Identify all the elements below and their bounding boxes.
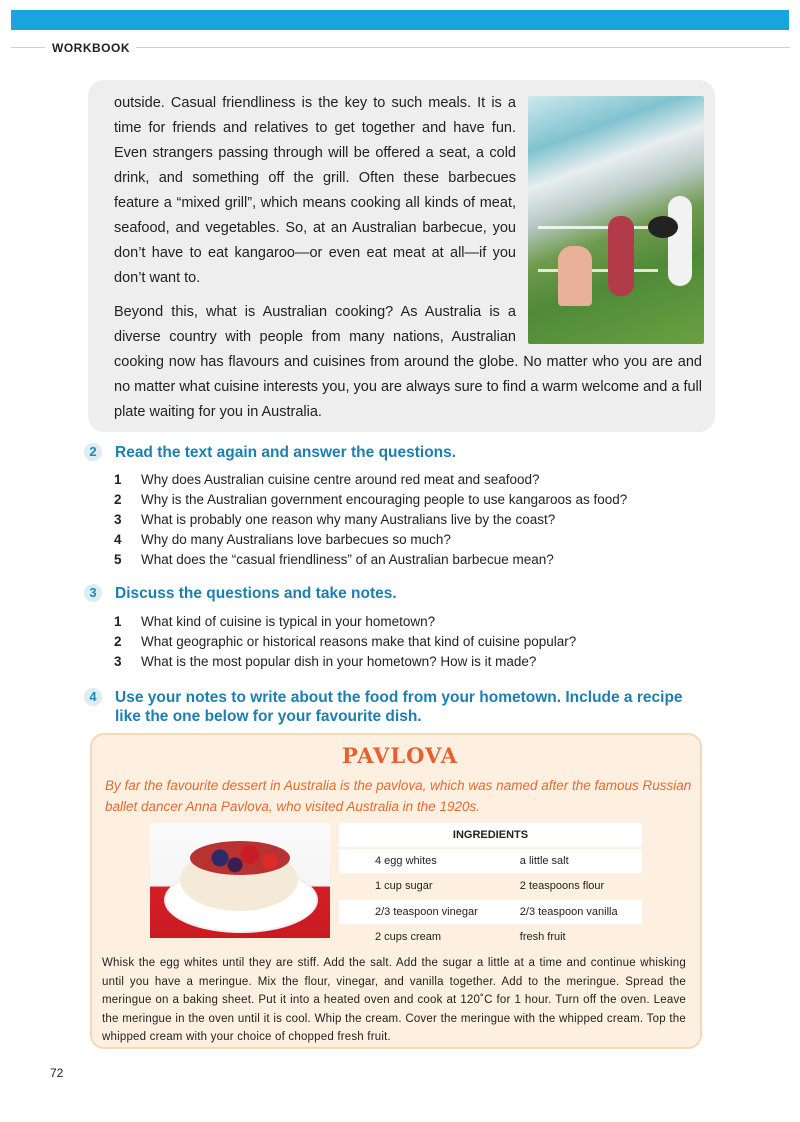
reading-paragraph-1: outside. Casual friendliness is the key to such meals. It is a time for friends and relatives to get together and have fun. Even strangers passing through will be offered a seat, a cold drink, and something off the grill. Often these barbecues feature a “mixed grill”, which means cooking all kinds of meat, seafood, and vegetables. So, at an Australian barbecue, you don’t have to eat kangaroo—or even eat meat at all—if you don’t want to. [114, 91, 702, 291]
list-item: 1 Why does Australian cuisine centre around red meat and seafood? [114, 472, 540, 487]
table-row: 2/3 teaspoon vinegar 2/3 teaspoon vanilla [339, 899, 642, 925]
table-row: 2 cups cream fresh fruit [339, 925, 642, 951]
section-number-3: 3 [84, 584, 102, 602]
reading-paragraph-2: Beyond this, what is Australian cooking? As Australia is a diverse country with people from many nations, Australian cooking now has flavours and cuisines from around the globe. No matter who you are and no matter what cuisine interests you, you are always sure to find a warm welcome and a full plate waiting for you in Australia. [114, 304, 702, 420]
table-row: 4 egg whites a little salt [339, 848, 642, 874]
section-title-2: Read the text again and answer the questions. [115, 444, 457, 461]
list-item: 4 Why do many Australians love barbecues so much? [114, 532, 451, 547]
list-item: 2 What geographic or historical reasons make that kind of cuisine popular? [114, 634, 577, 649]
list-item: 3 What is the most popular dish in your hometown? How is it made? [114, 654, 537, 669]
ingredients-table [339, 823, 642, 951]
section-title-4: Use your notes to write about the food from your hometown. Include a recipe like the one below for your favourite dish. [115, 689, 683, 725]
pavlova-photo [150, 823, 330, 938]
header-color-bar [11, 10, 789, 30]
recipe-intro: By far the favourite dessert in Australia is the pavlova, which was named after the famous Russian ballet dancer Anna Pavlova, who visited Australia in the 1920s. [105, 778, 692, 814]
header-rule [136, 47, 790, 48]
page-number: 72 [50, 1066, 64, 1080]
reading-passage [114, 91, 702, 434]
header-rule-left [11, 47, 45, 48]
workbook-label: WORKBOOK [52, 41, 130, 55]
barbecue-beach-photo [528, 96, 704, 344]
question-list-3 [114, 612, 576, 672]
section-number-2: 2 [84, 443, 102, 461]
section-title-3: Discuss the questions and take notes. [115, 585, 397, 602]
section-number-4: 4 [84, 688, 102, 706]
list-item: 1 What kind of cuisine is typical in your hometown? [114, 614, 436, 629]
ingredients-header: INGREDIENTS [339, 823, 642, 848]
recipe-method: Whisk the egg whites until they are stiff. Add the salt. Add the sugar a little at a time and continue whisking until you have a meringue. Mix the flour, vinegar, and vanilla together. Add to the meringue. Spread the meringue on a baking sheet. Put it into a heated oven and cook at 120˚C for 1 hour. Turn off the oven. Leave the meringue in the oven until it is cool. Whip the cream. Cover the meringue with the whipped cream. Top the whipped cream with your choice of chopped fresh fruit. [102, 957, 686, 1043]
recipe-title: PAVLOVA [342, 743, 458, 768]
table-row: 1 cup sugar 2 teaspoons flour [339, 874, 642, 900]
list-item: 2 Why is the Australian government encouraging people to use kangaroos as food? [114, 492, 628, 507]
photo-container [528, 96, 704, 344]
list-item: 3 What is probably one reason why many Australians live by the coast? [114, 512, 556, 527]
list-item: 5 What does the “casual friendliness” of an Australian barbecue mean? [114, 552, 554, 567]
question-list-2 [114, 470, 627, 570]
